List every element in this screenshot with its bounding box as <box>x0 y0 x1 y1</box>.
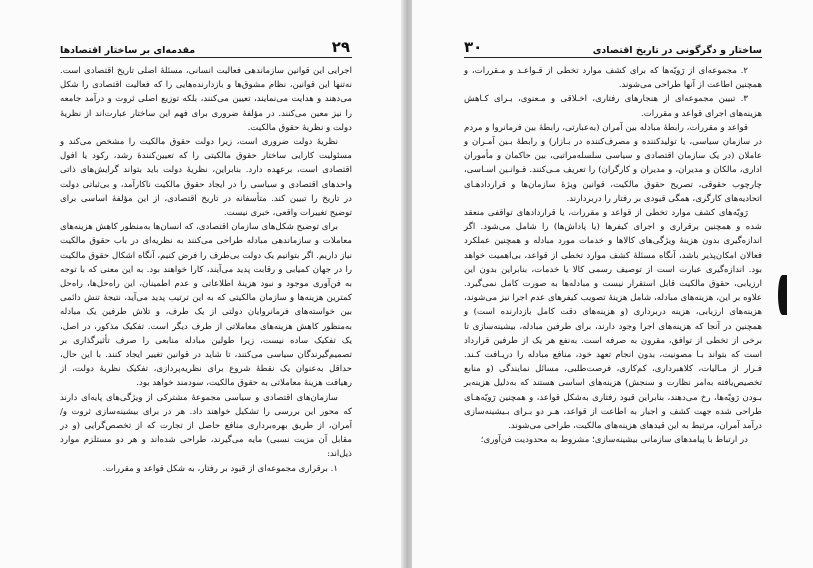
paragraph: اجرایی این قوانین سازماندهی فعالیت انسانی، مسئلهٔ اصلی تاریخ اقتصادی است. نه‌تنها این قوانین، نظام مشوق‌ها و بازدارنده‌هایی را که فعالیت اقتصادی را شکل می‌دهند و هدایت می‌نمایند، تعیین می‌کنند، بلکه توزیع اصلی ثروت و درآمد جامعه را نیز معین می‌کنند. در مؤلفهٔ ضروری برای فهم این ساختار عبارت‌اند از نظریهٔ دولت و نظریهٔ حقوق مالکیت. <box>60 66 352 133</box>
thumb-index-tab <box>778 275 787 315</box>
list-item: ۳. تبیین مجموعه‌ای از هنجارهای رفتاری، اخـلاقی و مـعنوی، بـرای کـاهش هزینه‌های اجرای قواعد و مقررات. <box>464 94 762 119</box>
paragraph: برای توضیح شکل‌های سازمان اقتصادی، که انسان‌ها به‌منظور کاهش هزینه‌های معاملات و سازماندهی مبادله طراحی می‌کنند به نظریه‌ای در باب حقوق مالکیت نیاز داریم. اگر بتوانیم یک دولت بی‌طرف را فرض کنیم، آنگاه اشکال حقوق مالکیت را در جهان کمیابی و رقابت پدید می‌آیند، کارا خواهند بود. به این معنی که با توجه به فن‌آوری موجود و نبود هزینهٔ اطلاعاتی و عدم اطمینان، این راه‌حل‌ها، راه‌حل کمترین هزینه‌ها و سازمان مالکیتی که به این ترتیب پدید می‌آید، نتیجهٔ تنش دائمی بین خواسته‌های فرمانروایان دولتی از یک طرف، و تلاش طرفین یک مبادله به‌منظور کاهش هزینه‌های معاملاتی از طرف دیگر است. تفکیک مذکور، در اصل، یک تفکیک ساده نیست، زیرا طولین مبادله منابعی را صرف تأثیرگذاری بر تصمیم‌گیرندگان سیاسی می‌کنند، تا شاید در قوانین تغییر ایجاد کنند. با این حال، حداقل به‌عنوان یک نقطهٔ شروع برای نظریه‌پردازی، تفکیک نظریهٔ دولت، از رهیافت هزینهٔ معاملاتی به حقوق مالکیت، سودمند خواهد بود. <box>60 222 352 389</box>
right-page <box>412 0 813 568</box>
paragraph: قواعد و مقررات، رابطهٔ مبادله بین آمران (به‌عبارتی، رابطهٔ بین فرمانروا و مردم در سازمان سیاسی، یا تولیدکننده و مصرف‌کننده در بـازار) و رابطهٔ بـین آمـران و عاملان (در یک سازمان اقتصادی و سیاسی سلسله‌مراتبی، بین حاکمان و مأموران اداری، مالکان و مدیران، و مدیران و کارگران) را تعریف مـی‌کنند. قـوانـین اسـاسی، چارچوب حقوقی، تصریح حقوق مالکیت، قوانین ویژهٔ سازمان‌ها و قراردادهـای اتحادیه‌های کارگری، همگی قیودی بر رفتار را دربردارند. <box>464 122 762 204</box>
left-page-number: ۲۹ <box>331 38 350 56</box>
paragraph: در ارتباط با پیامدهای سازمانی بیشینه‌سازی؛ مشروط به محدودیت فن‌آوری؛ <box>480 435 748 446</box>
paragraph: سازمان‌های اقتصادی و سیاسی مجموعهٔ مشترکی از ویژگی‌های پایه‌ای دارند که محور این بررسی را تشکیل خواهند داد. هر در برای بیشینه‌سازی ثروت و/اَمران، از طریق بهره‌برداری منافع حاصل از تجارت که از تخصص‌گرایی (و در مقابل آن مزیت نسبی) مایه می‌گیرند، طراحی شده‌اند و هر دو مستلزم موارد ذیل‌اند: <box>60 392 352 460</box>
left-page-header <box>60 34 350 56</box>
left-page-body <box>60 64 352 476</box>
list-item: ۱. برقراری مجموعه‌ای از قیود بر رفتار، به شکل قواعد و مقررات. <box>102 463 338 474</box>
right-page-number: ۳۰ <box>464 38 483 56</box>
paragraph: رَویّه‌های کشف موارد تخطی از قواعد و مقررات، یا قراردادهای تواقفی منعقد شده و همچنین برقراری و اجرای کیفرها (یا پاداش‌ها) را شامل می‌شود. اگر اندازه‌گیری بدون هزینهٔ ویژگی‌های کالاها و خدمات مورد مبادله و همچنین عملکرد فعالان امکان‌پذیر باشد، آنگاه مسئلهٔ کشف موارد تخطی از قواعد، بی‌اهمیت خواهد بود. اندازه‌گیری عبارت است از توصیف رسمی کالا یا خدمات، بنابراین بدون این ارزیابی، حقوق مالکیت قابل استقرار نیست و مبادله‌ها به صورت کامل نمی‌گیرد. علاوه بر این، هزینه‌های مبادله، شامل هزینهٔ تصویب کیفرهای عدم اجرا نیز می‌شوند، هزینه‌های ارزیابی، هزینه دربرداری (و هزینه‌های دقت کامل بازدارنده است) و همچنین در آنجا که هزینه‌های اجرا وجود دارند، برای طرفین مبادله، بیشینه‌سازی تا برخی از تخطی از توافق، مقرون به صرفه است. به‌نفع هر یک از طرفین قرارداد است که بتواند بـا مصونیت، بدون انجام تعهد خود، منافع مبادله را دریـافت کـند. فـرار از مـالیات، کلاهبرداری، کم‌کاری، فرصت‌طلبی، مسائل نمایندگی (و منابع تخصیص‌یافته به‌امر نظارت و سنجش) هزینه‌های اساسی هستند که به‌دلیل هزینه‌بر بـودن رَویّه‌ها، رخ می‌دهند، بنابراین قیود رفتاری به‌شکل قواعد، و همچنین رَویّه‌هـای طراحی شده جهت کشف و اجبار به اطاعت از قواعد، هـر دو بـرای بـیشینه‌سازی درآمد آمران، مرتبط به این قیدهای هزینه‌های مالکیت، طراحی می‌شوند. <box>464 208 762 432</box>
right-page-body <box>464 64 762 447</box>
paragraph: نظریهٔ دولت ضروری است، زیرا دولت حقوق مالکیت را مشخص می‌کند و مسئولیت کارایی ساختار حقوق مالکیتی را که تعیین‌کنندهٔ رشد، رکود یا افول اقتصادی است، برعهده دارد. بنابراین، نظریهٔ دولت باید بتواند گرایش‌های ذاتی واحدهای اقتصادی و سیاسی را در ایجاد حقوق مالکیت ناکارآمد، و بی‌ثباتی دولت در تاریخ را تبیین کند. متأسفانه در تاریخ اقتصادی، از این مؤلفهٔ اساسی برای توضیح تغییرات واقعی، خبری نیست. <box>60 137 352 219</box>
right-header-rule <box>464 57 762 58</box>
list-item: ۲. مجموعه‌ای از رَویّه‌ها که برای کشف موارد تخطی از قـواعـد و مـقررات، و همچنین اطاعت از آنها طراحی می‌شوند. <box>464 66 762 91</box>
right-running-title: ساختار و دگرگونی در تاریخ اقتصادی <box>592 45 762 56</box>
right-page-header <box>464 34 762 56</box>
left-header-rule <box>60 57 352 58</box>
left-running-title: مقدمه‌ای بر ساختار اقتصادها <box>60 45 196 56</box>
